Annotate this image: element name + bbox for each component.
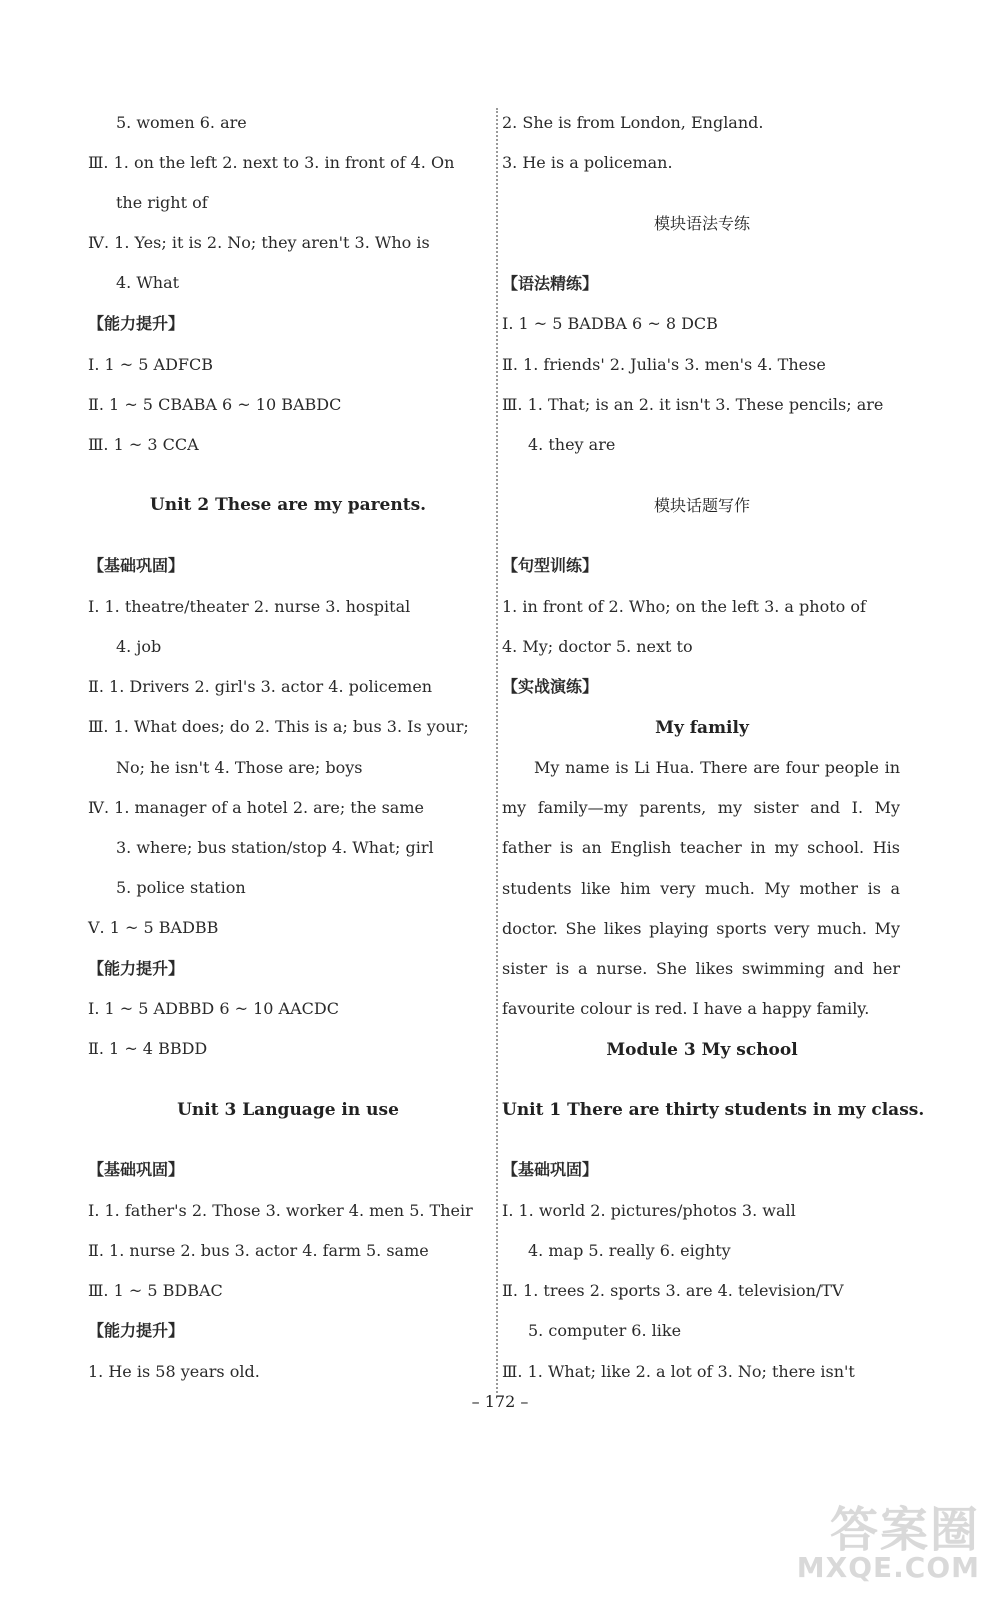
module-title: Module 3 My school [606, 1040, 798, 1060]
answer-line: Ⅱ. 1 ~ 5 CBABA 6 ~ 10 BABDC [88, 395, 342, 414]
answer-line: 4. What [116, 273, 180, 292]
answer-line: Ⅱ. 1. Drivers 2. girl's 3. actor 4. policemen [88, 677, 433, 696]
answer-line: Ⅲ. 1. What does; do 2. This is a; bus 3. Is your; [88, 717, 469, 736]
answer-line: Ⅰ. 1 ~ 5 BADBA 6 ~ 8 DCB [502, 314, 718, 333]
answer-line: Ⅲ. 1. That; is an 2. it isn't 3. These pencils; are [502, 395, 884, 414]
watermark-logo [796, 1502, 980, 1584]
answer-line: 3. where; bus station/stop 4. What; girl [116, 838, 434, 857]
answer-line: Ⅱ. 1 ~ 4 BBDD [88, 1039, 208, 1058]
answer-line: Ⅲ. 1 ~ 5 BDBAC [88, 1281, 223, 1300]
essay-paragraph: My name is Li Hua. There are four people in my family—my parents, my sister and I. My father is an English teacher in my school. His students like him very much. My mother is a doctor. She likes playing sports very much. My sister is a nurse. She likes swimming and her favourite colour is red. I have a happy family. [502, 758, 900, 1019]
section-heading: 【基础巩固】 [502, 1160, 599, 1179]
answer-line: 5. computer 6. like [528, 1321, 682, 1340]
answer-line: Ⅱ. 1. trees 2. sports 3. are 4. television/TV [502, 1281, 844, 1300]
answer-line: Ⅱ. 1. friends' 2. Julia's 3. men's 4. These [502, 355, 826, 374]
watermark-url: MXQE.COM [796, 1551, 980, 1584]
section-title: 模块话题写作 [653, 496, 750, 515]
watermark-text: 答案圈 [829, 1502, 980, 1558]
section-heading: 【能力提升】 [88, 314, 185, 333]
answer-line: 4. map 5. really 6. eighty [528, 1241, 731, 1260]
answer-line: 1. in front of 2. Who; on the left 3. a photo of [502, 597, 866, 616]
answer-line: Ⅳ. 1. manager of a hotel 2. are; the same [88, 798, 424, 817]
section-title: 模块语法专练 [653, 214, 750, 233]
answer-line: Ⅲ. 1 ~ 3 CCA [88, 435, 199, 454]
answer-line: 5. police station [116, 878, 246, 897]
answer-line: Ⅰ. 1 ~ 5 ADFCB [88, 355, 213, 374]
section-heading: 【能力提升】 [88, 959, 185, 978]
answer-line: Ⅰ. 1. theatre/theater 2. nurse 3. hospital [88, 597, 411, 616]
answer-line: 1. He is 58 years old. [88, 1362, 260, 1381]
answer-line: Ⅲ. 1. What; like 2. a lot of 3. No; there isn't [502, 1362, 855, 1381]
section-heading: 【语法精练】 [502, 274, 599, 293]
answer-line: Ⅰ. 1 ~ 5 ADBBD 6 ~ 10 AACDC [88, 999, 339, 1018]
section-heading: 【实战演练】 [502, 677, 599, 696]
unit-title: Unit 3 Language in use [177, 1100, 399, 1120]
answer-line: Ⅰ. 1. world 2. pictures/photos 3. wall [502, 1201, 796, 1220]
section-heading: 【能力提升】 [88, 1321, 185, 1340]
section-heading: 【基础巩固】 [88, 1160, 185, 1179]
answer-line: Ⅰ. 1. father's 2. Those 3. worker 4. men 5. Their [88, 1201, 473, 1220]
section-heading: 【句型训练】 [502, 556, 599, 575]
answer-line: 5. women 6. are [116, 113, 247, 132]
answer-line: Ⅳ. 1. Yes; it is 2. No; they aren't 3. Who is [88, 233, 430, 252]
answer-line: Ⅲ. 1. on the left 2. next to 3. in front of 4. On [88, 153, 455, 172]
essay-title: My family [655, 718, 749, 738]
column-divider [496, 108, 498, 1393]
answer-line: No; he isn't 4. Those are; boys [116, 758, 363, 777]
answer-line: Ⅱ. 1. nurse 2. bus 3. actor 4. farm 5. same [88, 1241, 429, 1260]
answer-line: 4. they are [528, 435, 616, 454]
unit-title: Unit 2 These are my parents. [149, 495, 427, 515]
section-heading: 【基础巩固】 [88, 556, 185, 575]
answer-line: 2. She is from London, England. [502, 113, 764, 132]
answer-line: 3. He is a policeman. [502, 153, 673, 172]
unit-title: Unit 1 There are thirty students in my class. [502, 1100, 925, 1120]
answer-line: 4. My; doctor 5. next to [502, 637, 693, 656]
answer-line: Ⅴ. 1 ~ 5 BADBB [88, 918, 219, 937]
answer-line: 4. job [116, 637, 162, 656]
answer-line: the right of [116, 193, 208, 212]
page-number: – 172 – [471, 1392, 529, 1411]
